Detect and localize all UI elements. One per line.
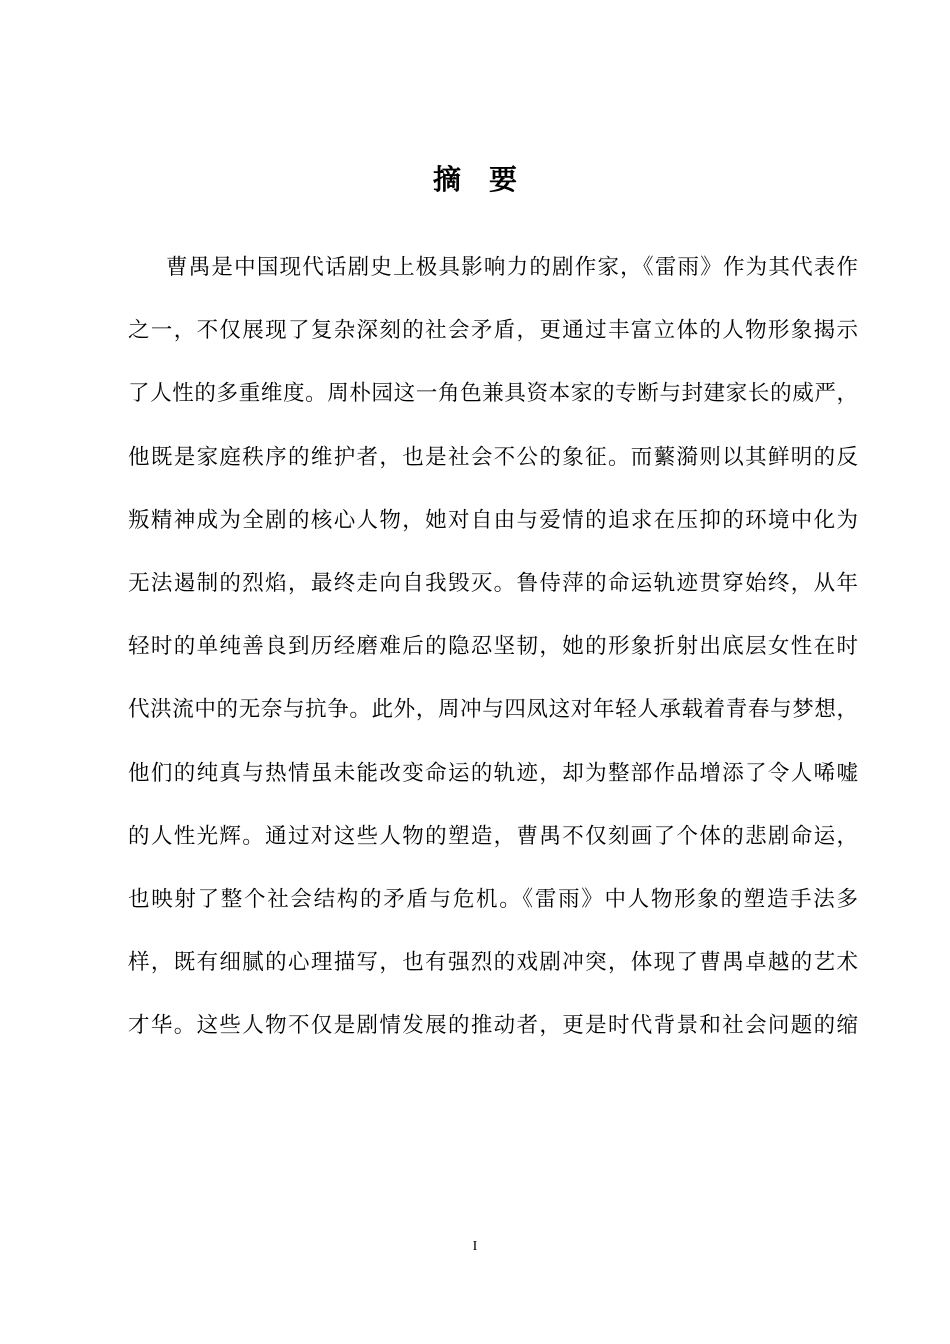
abstract-line-7: 轻时的单纯善良到历经磨难后的隐忍坚韧，她的形象折射出底层女性在时 [128,634,858,660]
abstract-line-13: 才华。这些人物不仅是剧情发展的推动者，更是时代背景和社会问题的缩 [128,1013,858,1039]
abstract-line-5: 叛精神成为全剧的核心人物，她对自由与爱情的追求在压抑的环境中化为 [128,507,858,533]
page-title: 摘要 [432,163,545,196]
abstract-line-6: 无法遏制的烈焰，最终走向自我毁灭。鲁侍萍的命运轨迹贯穿始终，从年 [128,570,858,596]
abstract-line-11: 也映射了整个社会结构的矛盾与危机。《雷雨》中人物形象的塑造手法多 [128,886,858,912]
abstract-line-9: 他们的纯真与热情虽未能改变命运的轨迹，却为整部作品增添了令人唏嘘 [128,760,858,786]
abstract-line-2: 之一，不仅展现了复杂深刻的社会矛盾，更通过丰富立体的人物形象揭示 [128,318,858,344]
abstract-line-3: 了人性的多重维度。周朴园这一角色兼具资本家的专断与封建家长的威严， [128,381,858,407]
abstract-line-12: 样，既有细腻的心理描写，也有强烈的戏剧冲突，体现了曹禺卓越的艺术 [128,950,858,976]
abstract-line-4: 他既是家庭秩序的维护者，也是社会不公的象征。而蘩漪则以其鲜明的反 [128,444,858,470]
abstract-line-8: 代洪流中的无奈与抗争。此外，周冲与四凤这对年轻人承载着青春与梦想， [128,697,858,723]
abstract-line-10: 的人性光辉。通过对这些人物的塑造，曹禺不仅刻画了个体的悲剧命运， [128,823,858,849]
page-number: I [472,1239,478,1254]
abstract-body [128,246,858,1067]
abstract-line-1: 曹禺是中国现代话剧史上极具影响力的剧作家，《雷雨》作为其代表作 [166,255,858,280]
